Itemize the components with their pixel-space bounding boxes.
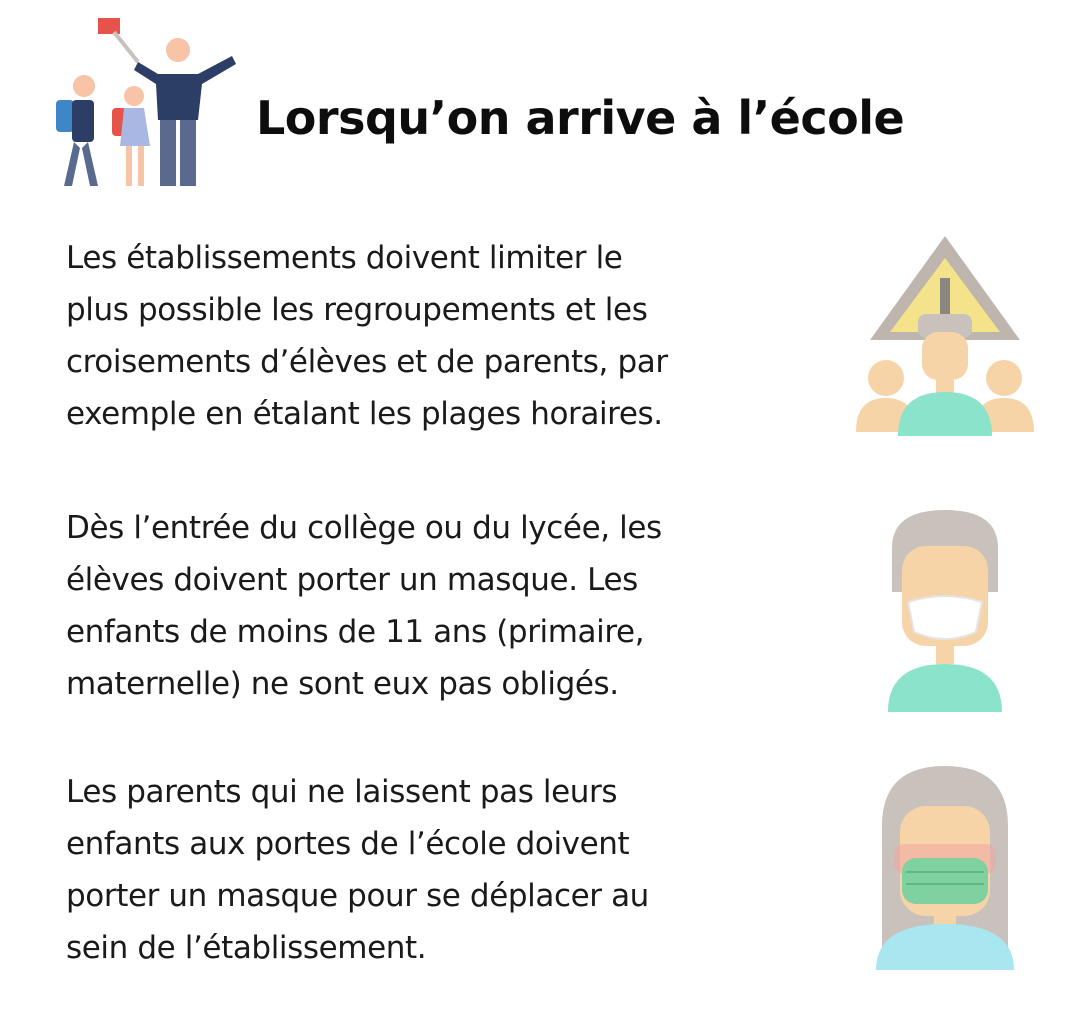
text-line: sein de l’établissement. <box>66 930 427 966</box>
text-line: croisements d’élèves et de parents, par <box>66 344 668 380</box>
text-line: enfants de moins de 11 ans (primaire, <box>66 614 645 650</box>
section-students-mask <box>0 502 1080 722</box>
text-line: porter un masque pour se déplacer au <box>66 878 649 914</box>
text-line: Dès l’entrée du collège ou du lycée, les <box>66 510 662 546</box>
text-line: Les établissements doivent limiter le <box>66 240 623 276</box>
header <box>0 0 1080 200</box>
text-line: plus possible les regroupements et les <box>66 292 648 328</box>
school-arrival-group-icon <box>48 14 248 190</box>
text-line: maternelle) ne sont eux pas obligés. <box>66 666 619 702</box>
crowd-warning-icon <box>850 232 1040 442</box>
parent-mask-icon <box>870 766 1020 970</box>
section-parents-mask <box>0 766 1080 986</box>
text-line: enfants aux portes de l’école doivent <box>66 826 630 862</box>
section-text <box>66 766 786 974</box>
text-line: Les parents qui ne laissent pas leurs <box>66 774 618 810</box>
section-text <box>66 502 786 710</box>
student-mask-icon <box>880 502 1010 712</box>
section-limit-gatherings <box>0 232 1080 452</box>
page-title: Lorsqu’on arrive à l’école <box>256 91 905 145</box>
section-text <box>66 232 786 440</box>
text-line: exemple en étalant les plages horaires. <box>66 396 663 432</box>
text-line: élèves doivent porter un masque. Les <box>66 562 638 598</box>
